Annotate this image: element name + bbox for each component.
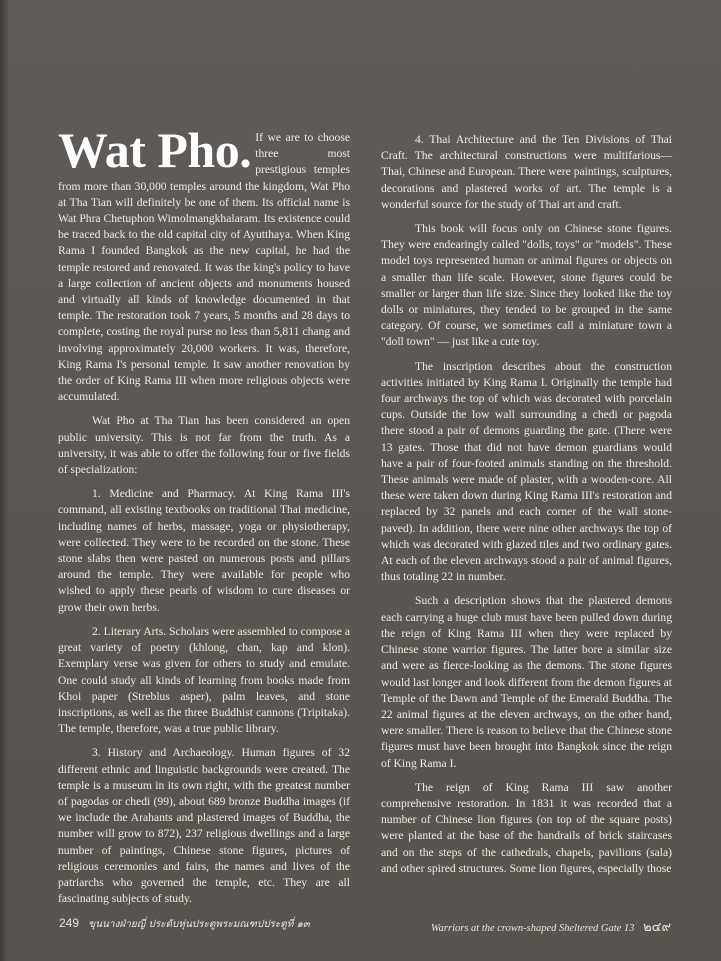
paragraph-text: If we are to choose three most prestigious temples from more than 30,000 temples around the kingdom, Wat Pho at Tha Tian will definitely be one of them. Its official name is Wat Phra Chetuphon Wimolmangkhalaram. Its existence could be traced back to the old capital city of Ayutthaya. When King Rama I founded Bangkok as the new capital, he had the temple restored and renovated. It was the king's policy to have a large collection of ancient objects and monuments housed and virtually all kinds of knowledge documented in that temple. The restoration took 7 years, 5 months and 28 days to complete, costing the royal purse no less than 5,811 chang and involving approximately 20,000 workers. It was, therefore, King Rama I's personal temple. It saw another renovation by the order of King Rama III when more religious objects were accumulated.	[58, 131, 350, 404]
footer-right	[431, 916, 671, 937]
intro-paragraph	[58, 122, 350, 405]
paragraph: The inscription describes about the construction activities initiated by King Rama I. Originally the temple had four archways the top of which was decorated with porcelain cups. Outside the low wall surrounding a chedi or pagoda there stood a pair of demons guarding the gate. (There were 13 gates. Those that did not have demon guardians would have a pair of four-footed animals standing on the threshold. These animals were made of plaster, with a wooden-core. All these were taken down during King Rama III's restoration and replaced by 32 panels and each corner of the wall stone-paved). In addition, there were nine other archways the top of which was decorated with glazed tiles and two ordinary gates. At each of the eleven archways stood a pair of animal figures, thus totaling 22 in number.	[381, 359, 672, 584]
page-number: 249	[59, 916, 80, 930]
page-binding-edge	[0, 0, 8, 961]
paragraph: 2. Literary Arts. Scholars were assembled to compose a great variety of poetry (khlong, chan, kap and klon). Exemplary verse was given for others to study and emulate. One could study all kinds of learning from books made from Khoi paper (Streblus asper), palm leaves, and stone inscriptions, as well as the three Buddhist cannons (Tripitaka). The temple, therefore, was a true public library.	[58, 624, 350, 736]
paragraph: 4. Thai Architecture and the Ten Divisions of Thai Craft. The architectural constructions were multifarious—Thai, Chinese and European. There were paintings, sculptures, decorations and plastered works of art. The temple is a wonderful source for the study of Thai art and craft.	[381, 133, 672, 211]
paragraph: Wat Pho at Tha Tian has been considered an open public university. This is not far from the truth. As a university, it was able to offer the following four or five fields of specialization:	[58, 414, 350, 477]
figure-caption: Warriors at the crown-shaped Sheltered Gate 13	[430, 923, 635, 934]
thai-page-number: ๒๔๙	[643, 920, 671, 935]
paragraph: Such a description shows that the plastered demons each carrying a huge club must have been pulled down during the reign of King Rama III when they were replaced by Chinese stone warrior figures. The latter bore a similar size and were as fierce-looking as the demons. The stone figures would last longer and look different from the demon figures at Temple of the Dawn and Temple of the Emerald Buddha. The 22 animal figures at the eleven archways, on the other hand, were smaller. There is reason to believe that the Chinese stone figures must have been brought into Bangkok since the reign of King Rama I.	[381, 594, 672, 770]
left-column	[58, 122, 350, 915]
footer-left	[59, 916, 310, 932]
article-title: Wat Pho.	[58, 122, 252, 178]
paragraph: The reign of King Rama III saw another comprehensive restoration. In 1831 it was recorded that a number of Chinese lion figures (on top of the square posts) were planted at the base of the handrails of brick staircases and on the steps of the cathedrals, chapels, pavilions (sala) and other spired structures. Some lion figures, especially those	[381, 780, 672, 875]
paragraph: This book will focus only on Chinese stone figures. They were endearingly called "dolls, toys" or "models". These model toys represented human or animal figures or objects on a smaller than life scale. However, stone figures could be smaller or larger than life size. Since they looked like the toy dolls or miniatures, they tended to be grouped in the same category. Of course, we sometimes call a miniature town a "doll town" — just like a cute toy.	[381, 222, 672, 349]
paragraph: 1. Medicine and Pharmacy. At King Rama III's command, all existing textbooks on traditional Thai medicine, including names of herbs, massage, yoga or physiotherapy, were collected. They were to be recorded on the stone. These stone slabs then were pasted on numerous posts and pillars around the temple. They were available for people who wished to apply these pearls of wisdom to cure diseases or grow their own herbs.	[58, 487, 350, 614]
paragraph: 3. History and Archaeology. Human figures of 32 different ethnic and linguistic backgrounds were created. The temple is a museum in its own right, with the greatest number of pagodas or chedi (99), about 689 bronze Buddha images (if we include the Arahants and plastered images of Buddha, the number will grow to 872), 237 religious dwellings and a large number of paintings, Chinese stone figures, pictures of religious ceremonies and fairs, the names and lives of the patriarchs who governed the temple, etc. They are all fascinating subjects of study.	[58, 746, 350, 906]
thai-caption: ขุนนางฝ่ายญี่ ประดับหุ่นประตูพระมณฑปประตูที่ ๑๓	[88, 919, 310, 930]
right-column	[381, 132, 672, 885]
